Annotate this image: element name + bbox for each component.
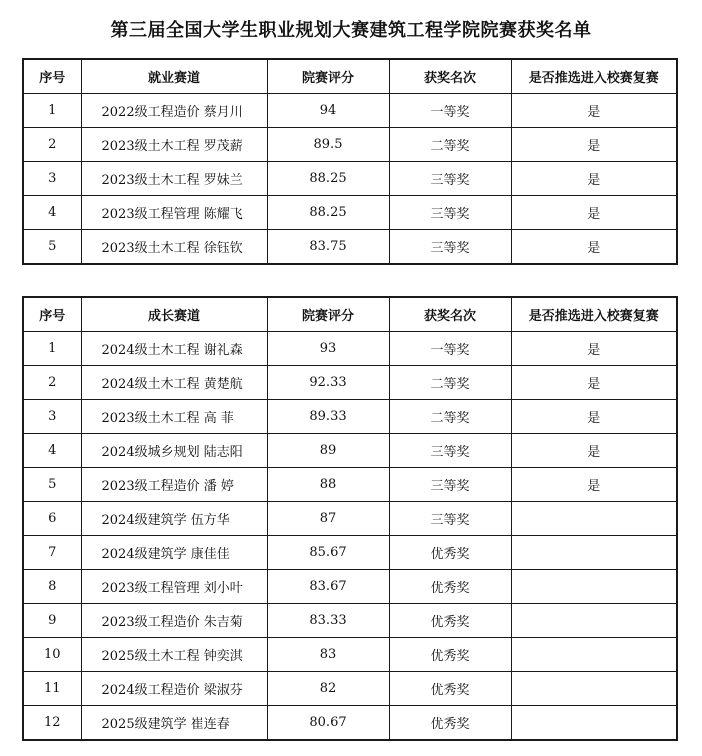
- cell-recommend: 是: [511, 196, 677, 230]
- cell-award: 优秀奖: [389, 706, 511, 741]
- cell-name: 2023级土木工程 罗茂薪: [81, 128, 267, 162]
- cell-recommend: 是: [511, 94, 677, 128]
- cell-recommend: [511, 638, 677, 672]
- cell-name: 2025级土木工程 钟奕淇: [81, 638, 267, 672]
- cell-score: 94: [267, 94, 389, 128]
- cell-recommend: [511, 570, 677, 604]
- cell-name: 2024级城乡规划 陆志阳: [81, 434, 267, 468]
- cell-recommend: 是: [511, 366, 677, 400]
- cell-no: 3: [23, 400, 81, 434]
- cell-score: 88.25: [267, 162, 389, 196]
- header-no: 序号: [23, 297, 81, 332]
- cell-recommend: [511, 672, 677, 706]
- cell-recommend: 是: [511, 162, 677, 196]
- table-row: [23, 162, 677, 196]
- cell-name: 2022级工程造价 蔡月川: [81, 94, 267, 128]
- cell-no: 5: [23, 468, 81, 502]
- cell-name: 2024级土木工程 黄楚航: [81, 366, 267, 400]
- cell-award: 三等奖: [389, 502, 511, 536]
- cell-recommend: [511, 502, 677, 536]
- cell-score: 83.33: [267, 604, 389, 638]
- table-row: [23, 230, 677, 265]
- cell-no: 5: [23, 230, 81, 265]
- cell-name: 2023级工程造价 朱吉菊: [81, 604, 267, 638]
- header-award: 获奖名次: [389, 59, 511, 94]
- cell-recommend: 是: [511, 230, 677, 265]
- cell-name: 2023级工程管理 刘小叶: [81, 570, 267, 604]
- table-row: [23, 604, 677, 638]
- table-header-row: [23, 59, 677, 94]
- table-header-row: [23, 297, 677, 332]
- cell-name: 2023级土木工程 罗妹兰: [81, 162, 267, 196]
- cell-no: 9: [23, 604, 81, 638]
- cell-name: 2024级建筑学 伍方华: [81, 502, 267, 536]
- cell-award: 二等奖: [389, 366, 511, 400]
- table-row: [23, 468, 677, 502]
- cell-recommend: 是: [511, 128, 677, 162]
- cell-no: 4: [23, 196, 81, 230]
- cell-score: 80.67: [267, 706, 389, 741]
- cell-recommend: [511, 706, 677, 741]
- cell-score: 92.33: [267, 366, 389, 400]
- table-row: [23, 672, 677, 706]
- cell-no: 11: [23, 672, 81, 706]
- cell-award: 二等奖: [389, 128, 511, 162]
- cell-award: 三等奖: [389, 230, 511, 265]
- cell-recommend: [511, 604, 677, 638]
- cell-award: 一等奖: [389, 94, 511, 128]
- cell-no: 1: [23, 94, 81, 128]
- header-award: 获奖名次: [389, 297, 511, 332]
- employment-track-table: [22, 58, 678, 265]
- cell-score: 89.33: [267, 400, 389, 434]
- table-row: [23, 332, 677, 366]
- cell-recommend: 是: [511, 468, 677, 502]
- table-row: [23, 706, 677, 741]
- cell-no: 4: [23, 434, 81, 468]
- cell-name: 2023级工程管理 陈耀飞: [81, 196, 267, 230]
- cell-score: 82: [267, 672, 389, 706]
- cell-award: 二等奖: [389, 400, 511, 434]
- cell-no: 2: [23, 366, 81, 400]
- cell-award: 优秀奖: [389, 638, 511, 672]
- cell-name: 2025级建筑学 崔连春: [81, 706, 267, 741]
- cell-no: 12: [23, 706, 81, 741]
- cell-recommend: 是: [511, 434, 677, 468]
- header-score: 院赛评分: [267, 59, 389, 94]
- cell-score: 85.67: [267, 536, 389, 570]
- cell-score: 87: [267, 502, 389, 536]
- cell-score: 88.25: [267, 196, 389, 230]
- cell-recommend: 是: [511, 400, 677, 434]
- cell-recommend: [511, 536, 677, 570]
- cell-score: 83.67: [267, 570, 389, 604]
- cell-name: 2023级土木工程 徐钰钦: [81, 230, 267, 265]
- table-row: [23, 196, 677, 230]
- header-score: 院赛评分: [267, 297, 389, 332]
- header-track: 成长赛道: [81, 297, 267, 332]
- cell-no: 6: [23, 502, 81, 536]
- cell-award: 一等奖: [389, 332, 511, 366]
- table-row: [23, 94, 677, 128]
- table-row: [23, 400, 677, 434]
- header-recommend: 是否推选进入校赛复赛: [511, 297, 677, 332]
- cell-award: 优秀奖: [389, 570, 511, 604]
- growth-track-table: [22, 296, 678, 741]
- cell-no: 2: [23, 128, 81, 162]
- cell-award: 三等奖: [389, 196, 511, 230]
- page-title: 第三届全国大学生职业规划大赛建筑工程学院院赛获奖名单: [110, 20, 592, 41]
- cell-award: 优秀奖: [389, 604, 511, 638]
- growth-rows: [23, 332, 677, 741]
- header-track: 就业赛道: [81, 59, 267, 94]
- employment-rows: [23, 94, 677, 265]
- cell-no: 1: [23, 332, 81, 366]
- cell-award: 三等奖: [389, 468, 511, 502]
- cell-name: 2023级工程造价 潘 婷: [81, 468, 267, 502]
- cell-name: 2024级土木工程 谢礼森: [81, 332, 267, 366]
- cell-no: 8: [23, 570, 81, 604]
- header-recommend: 是否推选进入校赛复赛: [511, 59, 677, 94]
- cell-score: 93: [267, 332, 389, 366]
- table-row: [23, 128, 677, 162]
- table-row: [23, 434, 677, 468]
- cell-name: 2024级工程造价 梁淑芬: [81, 672, 267, 706]
- cell-award: 优秀奖: [389, 536, 511, 570]
- table-row: [23, 638, 677, 672]
- table-row: [23, 570, 677, 604]
- cell-score: 83.75: [267, 230, 389, 265]
- cell-score: 83: [267, 638, 389, 672]
- cell-award: 三等奖: [389, 434, 511, 468]
- cell-score: 88: [267, 468, 389, 502]
- table-row: [23, 366, 677, 400]
- cell-score: 89: [267, 434, 389, 468]
- cell-no: 3: [23, 162, 81, 196]
- table-row: [23, 536, 677, 570]
- cell-name: 2024级建筑学 康佳佳: [81, 536, 267, 570]
- cell-no: 7: [23, 536, 81, 570]
- cell-award: 优秀奖: [389, 672, 511, 706]
- cell-name: 2023级土木工程 高 菲: [81, 400, 267, 434]
- cell-no: 10: [23, 638, 81, 672]
- header-no: 序号: [23, 59, 81, 94]
- cell-recommend: 是: [511, 332, 677, 366]
- cell-score: 89.5: [267, 128, 389, 162]
- cell-award: 三等奖: [389, 162, 511, 196]
- table-row: [23, 502, 677, 536]
